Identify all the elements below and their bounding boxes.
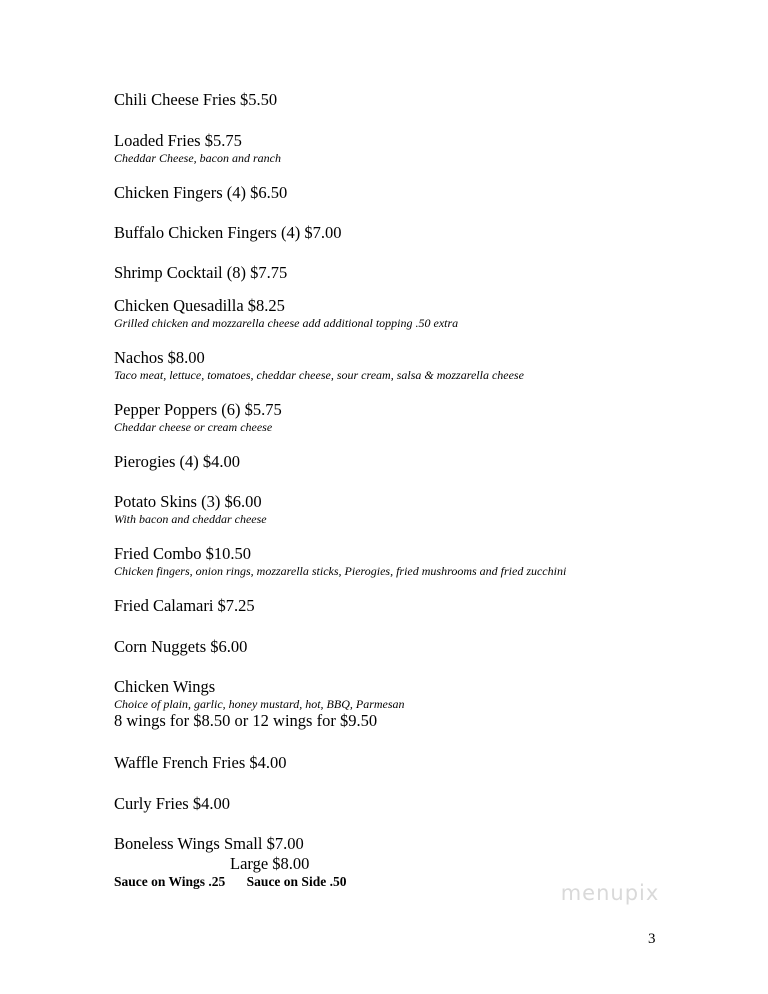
menu-item-waffle-french-fries	[114, 753, 714, 794]
item-description: With bacon and cheddar cheese	[114, 512, 267, 526]
item-name: Chicken Quesadilla $8.25	[114, 296, 285, 315]
item-description: Grilled chicken and mozzarella cheese add additional topping .50 extra	[114, 316, 459, 330]
item-name: Pierogies (4) $4.00	[114, 452, 241, 471]
item-pricing: 8 wings for $8.50 or 12 wings for $9.50	[114, 711, 378, 730]
item-name: Chicken Fingers (4) $6.50	[114, 183, 288, 202]
item-name: Fried Calamari $7.25	[114, 596, 255, 615]
item-name: Chili Cheese Fries $5.50	[114, 90, 278, 109]
item-description: Cheddar cheese or cream cheese	[114, 420, 273, 434]
item-description: Taco meat, lettuce, tomatoes, cheddar cheese, sour cream, salsa & mozzarella cheese	[114, 368, 524, 382]
item-description: Choice of plain, garlic, honey mustard, hot, BBQ, Parmesan	[114, 697, 405, 711]
page-number: 3	[648, 931, 656, 947]
menu-item-fried-combo	[114, 544, 714, 596]
menupix-watermark	[530, 875, 690, 905]
sauce-on-wings: Sauce on Wings .25	[114, 874, 226, 889]
menu-item-loaded-fries	[114, 131, 714, 183]
menu-item-pierogies	[114, 452, 714, 492]
item-name: Waffle French Fries $4.00	[114, 753, 287, 772]
menu-item-nachos	[114, 348, 714, 400]
item-description: Cheddar Cheese, bacon and ranch	[114, 151, 281, 165]
sauce-on-side: Sauce on Side .50	[246, 874, 347, 889]
menu-item-pepper-poppers	[114, 400, 714, 452]
menu-item-chicken-quesadilla	[114, 296, 714, 348]
item-description: Chicken fingers, onion rings, mozzarella sticks, Pierogies, fried mushrooms and fried zucchini	[114, 564, 567, 578]
item-name: Buffalo Chicken Fingers (4) $7.00	[114, 223, 342, 242]
item-name: Chicken Wings	[114, 677, 216, 696]
item-name: Nachos $8.00	[114, 348, 205, 367]
menu-item-corn-nuggets	[114, 637, 714, 677]
item-name: Shrimp Cocktail (8) $7.75	[114, 263, 288, 282]
item-name: Potato Skins (3) $6.00	[114, 492, 262, 511]
item-name: Fried Combo $10.50	[114, 544, 252, 563]
menu-item-shrimp-cocktail	[114, 263, 714, 296]
watermark-logo: menupix	[560, 881, 660, 905]
item-name: Pepper Poppers (6) $5.75	[114, 400, 282, 419]
menu-item-curly-fries	[114, 794, 714, 834]
item-name: Loaded Fries $5.75	[114, 131, 242, 150]
menu-item-chicken-fingers	[114, 183, 714, 223]
menu-item-potato-skins	[114, 492, 714, 544]
menu-item-buffalo-chicken-fingers	[114, 223, 714, 263]
menu-item-boneless-wings	[114, 834, 714, 874]
menu-list	[114, 90, 714, 890]
item-name: Boneless Wings Small $7.00	[114, 834, 304, 853]
menu-item-fried-calamari	[114, 596, 714, 637]
item-name: Curly Fries $4.00	[114, 794, 230, 813]
item-name: Corn Nuggets $6.00	[114, 637, 248, 656]
item-pricing: Large $8.00	[230, 854, 310, 873]
menu-item-chili-cheese-fries	[114, 90, 714, 131]
menu-item-chicken-wings	[114, 677, 714, 753]
